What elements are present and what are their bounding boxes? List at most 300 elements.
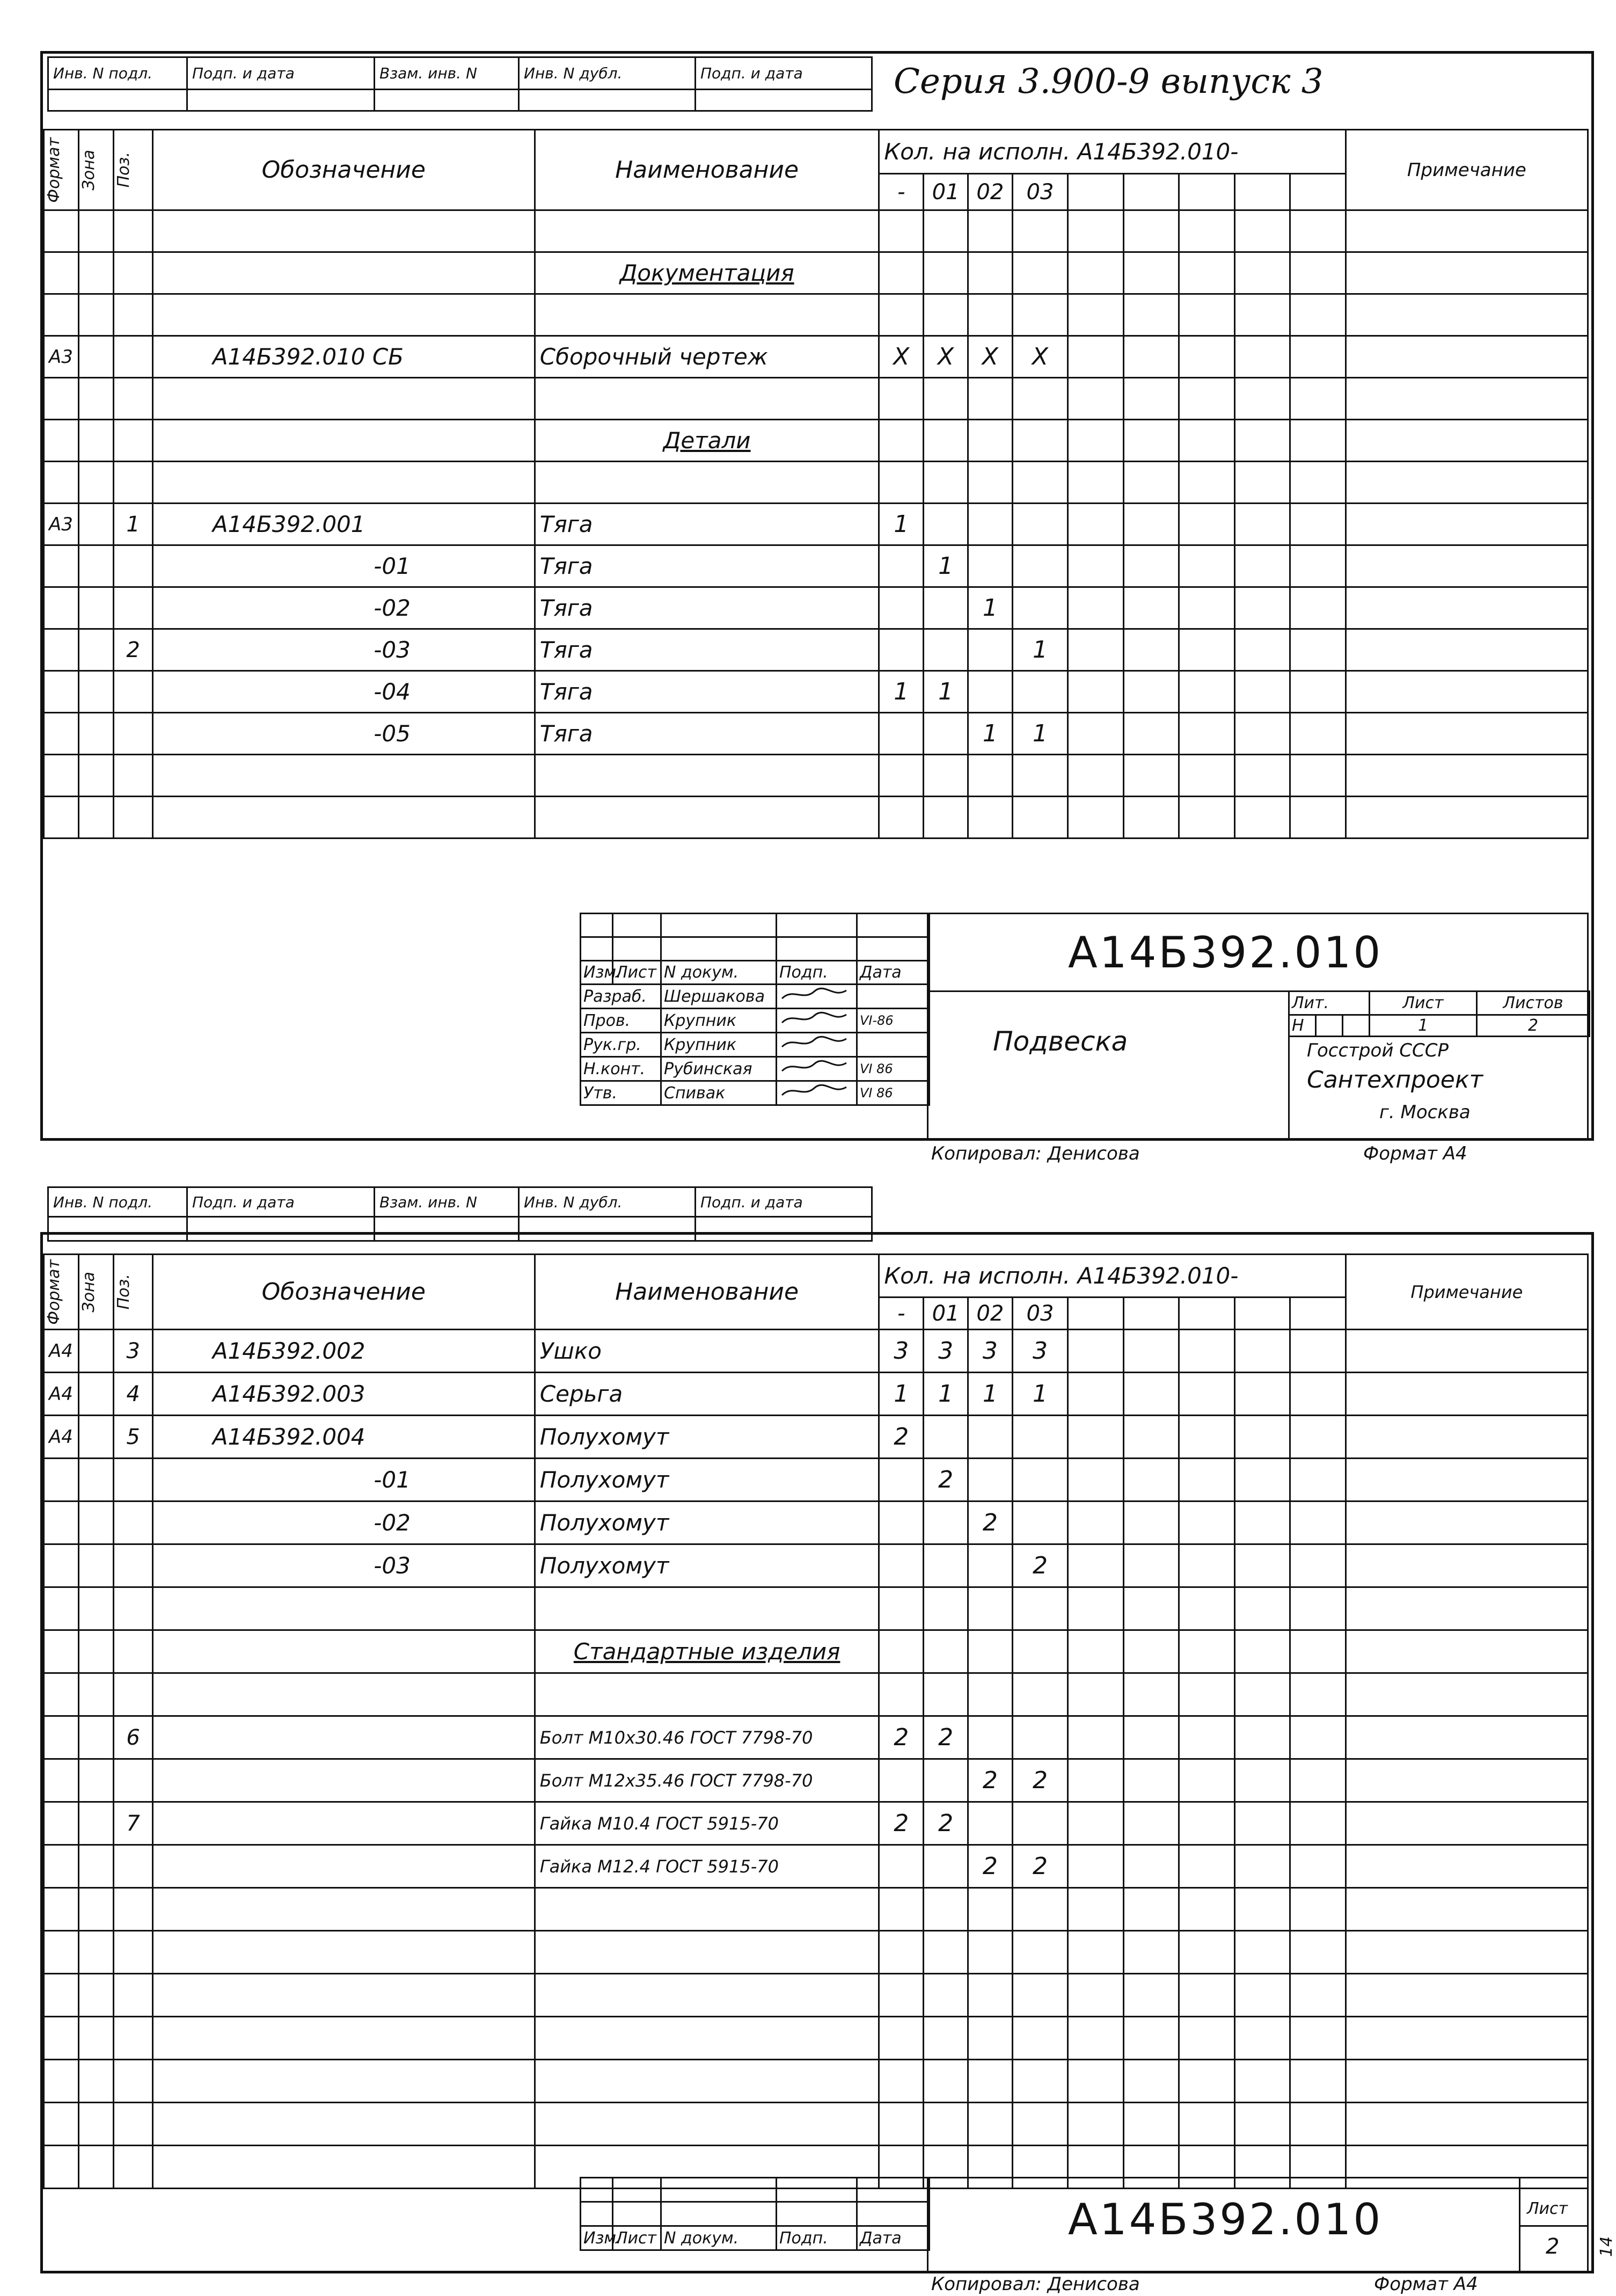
table-row — [44, 1759, 1588, 1802]
table-row — [44, 755, 1588, 797]
cell-name — [535, 1673, 879, 1716]
cell-empty — [1290, 1587, 1346, 1630]
cell-empty — [1123, 2103, 1179, 2146]
cell-qty — [924, 1544, 968, 1587]
signature-row — [581, 985, 930, 1009]
cell-position — [114, 1544, 152, 1587]
cell-zone — [79, 1416, 114, 1459]
cell-empty — [1068, 1373, 1123, 1416]
cell-empty — [1234, 462, 1290, 504]
cell-empty — [1290, 1845, 1346, 1888]
stamp-hdr: Лист — [613, 961, 661, 985]
cell-empty — [1290, 2060, 1346, 2103]
cell-note — [1346, 713, 1588, 755]
cell-empty — [1234, 2103, 1290, 2146]
table-row — [44, 2017, 1588, 2060]
cell-designation — [152, 210, 535, 252]
cell-format — [44, 1544, 79, 1587]
cell-empty — [1123, 1416, 1179, 1459]
cell-format — [44, 587, 79, 629]
cell-empty — [1179, 1630, 1234, 1673]
cell-format — [44, 671, 79, 713]
cell-qty — [968, 252, 1012, 294]
cell-name: Детали — [535, 420, 879, 462]
table-row — [44, 1630, 1588, 1673]
cell-zone — [79, 755, 114, 797]
cell-qty: 3 — [879, 1330, 924, 1373]
cell-empty — [1068, 1587, 1123, 1630]
cell-qty — [924, 420, 968, 462]
cell-name — [535, 294, 879, 336]
cell-empty — [1123, 2017, 1179, 2060]
cell-qty — [924, 1673, 968, 1716]
drawing-title: Подвеска — [993, 1026, 1128, 1057]
cell-zone — [79, 797, 114, 839]
cell-zone — [79, 629, 114, 671]
archive-header — [47, 56, 873, 112]
cell-qty: 1 — [968, 1373, 1012, 1416]
cell-name — [535, 2103, 879, 2146]
cell-qty — [879, 1888, 924, 1931]
cell-empty — [1068, 1416, 1123, 1459]
cell-name — [535, 2060, 879, 2103]
col-designation-header: Обозначение — [152, 130, 535, 210]
cell-format — [44, 1587, 79, 1630]
cell-qty — [1012, 1673, 1067, 1716]
copied-by-2: Копировал: Денисова — [931, 2273, 1140, 2295]
cell-empty — [1234, 294, 1290, 336]
cell-empty — [1123, 294, 1179, 336]
cell-designation: А14Б392.010 СБ — [152, 336, 535, 378]
org-line-2: Сантехпроект — [1307, 1066, 1483, 1094]
cell-name — [535, 462, 879, 504]
cell-empty — [1123, 1759, 1179, 1802]
sheet-value-2: 2 — [1546, 2234, 1560, 2259]
cell-empty — [1234, 1931, 1290, 1974]
cell-note — [1346, 1587, 1588, 1630]
cell-designation: -02 — [152, 1501, 535, 1544]
cell-empty — [1234, 1759, 1290, 1802]
cell-empty — [1123, 336, 1179, 378]
table-row — [44, 294, 1588, 336]
cell-designation — [152, 1716, 535, 1759]
cell-qty — [879, 252, 924, 294]
signer-name: Крупник — [661, 1033, 777, 1057]
cell-note — [1346, 504, 1588, 545]
cell-qty — [924, 2103, 968, 2146]
cell-name: Полухомут — [535, 1544, 879, 1587]
cell-empty — [1290, 1802, 1346, 1845]
cell-qty — [968, 1587, 1012, 1630]
sign-date: VI 86 — [857, 1081, 930, 1105]
col-qty-header: Кол. на исполн. А14Б392.010- — [879, 1255, 1346, 1298]
cell-position — [114, 336, 152, 378]
cell-qty — [879, 462, 924, 504]
table-row — [44, 252, 1588, 294]
cell-qty — [879, 378, 924, 420]
cell-name: Полухомут — [535, 1459, 879, 1501]
cell-qty — [968, 1416, 1012, 1459]
cell-qty — [1012, 420, 1067, 462]
cell-empty — [1123, 1501, 1179, 1544]
cell-empty — [1179, 1587, 1234, 1630]
cell-empty — [1068, 1673, 1123, 1716]
cell-empty — [1234, 671, 1290, 713]
archive-cell: Инв. N дубл. — [519, 57, 696, 90]
cell-qty: X — [968, 336, 1012, 378]
col-pos-header: Поз. — [114, 1255, 152, 1330]
table-row — [44, 1931, 1588, 1974]
cell-empty — [1234, 420, 1290, 462]
cell-qty: 1 — [968, 713, 1012, 755]
cell-empty — [1290, 797, 1346, 839]
cell-qty — [968, 797, 1012, 839]
cell-empty — [1234, 1501, 1290, 1544]
cell-qty: 1 — [924, 671, 968, 713]
cell-empty — [1234, 210, 1290, 252]
cell-qty — [1012, 378, 1067, 420]
cell-format: А3 — [44, 504, 79, 545]
cell-format — [44, 210, 79, 252]
cell-position — [114, 671, 152, 713]
cell-designation — [152, 2146, 535, 2189]
cell-empty — [1123, 1587, 1179, 1630]
archive-cell: Инв. N подл. — [48, 57, 187, 90]
cell-format — [44, 1931, 79, 1974]
cell-empty — [1068, 1759, 1123, 1802]
cell-format — [44, 1673, 79, 1716]
stamp-hdr: N докум. — [661, 2226, 777, 2250]
cell-name: Тяга — [535, 629, 879, 671]
cell-qty: 3 — [968, 1330, 1012, 1373]
cell-designation — [152, 252, 535, 294]
drawing-code-2: А14Б392.010 — [1068, 2195, 1383, 2244]
cell-note — [1346, 1416, 1588, 1459]
cell-note — [1346, 1459, 1588, 1501]
cell-zone — [79, 1459, 114, 1501]
cell-designation — [152, 797, 535, 839]
cell-empty — [1290, 1888, 1346, 1931]
signature — [777, 1057, 857, 1081]
cell-designation — [152, 1845, 535, 1888]
cell-qty: 2 — [879, 1416, 924, 1459]
cell-qty — [924, 294, 968, 336]
cell-empty — [1290, 378, 1346, 420]
cell-empty — [1123, 545, 1179, 587]
cell-empty — [1290, 671, 1346, 713]
cell-empty — [1068, 210, 1123, 252]
cell-empty — [1290, 336, 1346, 378]
cell-empty — [1068, 1630, 1123, 1673]
cell-qty — [924, 587, 968, 629]
cell-empty — [1234, 1587, 1290, 1630]
format-label-2: Формат А4 — [1374, 2273, 1478, 2295]
cell-empty — [1290, 420, 1346, 462]
cell-empty — [1068, 1845, 1123, 1888]
cell-qty — [1012, 1974, 1067, 2017]
cell-designation — [152, 2103, 535, 2146]
cell-empty — [1179, 210, 1234, 252]
cell-empty — [1234, 545, 1290, 587]
cell-qty — [968, 462, 1012, 504]
cell-zone — [79, 1716, 114, 1759]
cell-position — [114, 713, 152, 755]
sign-date — [857, 985, 930, 1009]
cell-note — [1346, 1544, 1588, 1587]
cell-empty — [1068, 1716, 1123, 1759]
cell-note — [1346, 629, 1588, 671]
cell-empty — [1290, 1716, 1346, 1759]
cell-empty — [1179, 2060, 1234, 2103]
stamp-hdr: Лист — [613, 2226, 661, 2250]
cell-empty — [1234, 1544, 1290, 1587]
cell-qty — [924, 629, 968, 671]
cell-name — [535, 755, 879, 797]
table-row — [44, 713, 1588, 755]
variant-header: 03 — [1012, 1298, 1067, 1330]
cell-empty — [1123, 1330, 1179, 1373]
cell-empty — [1068, 1802, 1123, 1845]
cell-position: 2 — [114, 629, 152, 671]
cell-format — [44, 1630, 79, 1673]
cell-zone — [79, 378, 114, 420]
cell-empty — [1123, 1974, 1179, 2017]
cell-zone — [79, 2060, 114, 2103]
table-row — [44, 210, 1588, 252]
table-row — [44, 504, 1588, 545]
table-row — [44, 587, 1588, 629]
archive-cell: Взам. инв. N — [375, 1187, 519, 1217]
cell-qty — [879, 587, 924, 629]
cell-empty — [1179, 755, 1234, 797]
cell-empty — [1234, 252, 1290, 294]
format-label: Формат А4 — [1363, 1143, 1467, 1164]
cell-qty — [1012, 1802, 1067, 1845]
col-qty-header: Кол. на исполн. А14Б392.010- — [879, 130, 1346, 174]
cell-note — [1346, 797, 1588, 839]
cell-qty — [1012, 252, 1067, 294]
sheet-label: Лист — [1370, 992, 1477, 1015]
cell-zone — [79, 1673, 114, 1716]
cell-empty — [1179, 252, 1234, 294]
cell-empty — [1179, 1459, 1234, 1501]
cell-qty — [1012, 294, 1067, 336]
cell-position — [114, 1673, 152, 1716]
cell-empty — [1179, 797, 1234, 839]
signature — [777, 1033, 857, 1057]
cell-qty — [968, 504, 1012, 545]
cell-qty — [1012, 797, 1067, 839]
title-block-signatures-2 — [580, 2177, 930, 2251]
cell-qty — [1012, 1587, 1067, 1630]
cell-format — [44, 629, 79, 671]
sheet-label-2: Лист — [1527, 2199, 1568, 2218]
spec-table-1 — [43, 129, 1589, 839]
cell-qty: 2 — [968, 1759, 1012, 1802]
col-note-header: Примечание — [1346, 1255, 1588, 1330]
cell-empty — [1290, 1373, 1346, 1416]
variant-header: - — [879, 174, 924, 210]
cell-note — [1346, 1888, 1588, 1931]
cell-empty — [1179, 1673, 1234, 1716]
cell-zone — [79, 1630, 114, 1673]
cell-empty — [1123, 587, 1179, 629]
cell-zone — [79, 1373, 114, 1416]
cell-zone — [79, 545, 114, 587]
cell-position — [114, 1587, 152, 1630]
cell-qty — [924, 755, 968, 797]
cell-empty — [1068, 462, 1123, 504]
cell-empty — [1068, 2017, 1123, 2060]
cell-format — [44, 797, 79, 839]
signature-row — [581, 1081, 930, 1105]
cell-designation — [152, 1974, 535, 2017]
cell-note — [1346, 1931, 1588, 1974]
cell-qty — [924, 2060, 968, 2103]
col-zone-header: Зона — [79, 1255, 114, 1330]
cell-qty: 2 — [1012, 1544, 1067, 1587]
cell-format — [44, 2103, 79, 2146]
cell-name — [535, 2017, 879, 2060]
cell-empty — [1068, 1459, 1123, 1501]
cell-qty — [1012, 1888, 1067, 1931]
cell-empty — [1123, 1716, 1179, 1759]
cell-qty: 1 — [1012, 1373, 1067, 1416]
table-row — [44, 545, 1588, 587]
cell-name — [535, 210, 879, 252]
cell-empty — [1179, 545, 1234, 587]
cell-qty — [924, 1759, 968, 1802]
stamp-line — [1519, 2225, 1589, 2227]
archive-cell: Подп. и дата — [696, 57, 872, 90]
cell-empty — [1068, 671, 1123, 713]
cell-name: Полухомут — [535, 1501, 879, 1544]
cell-designation — [152, 1802, 535, 1845]
cell-empty — [1068, 294, 1123, 336]
cell-name: Гайка М12.4 ГОСТ 5915-70 — [535, 1845, 879, 1888]
cell-qty — [924, 1587, 968, 1630]
cell-format — [44, 1459, 79, 1501]
cell-format: А3 — [44, 336, 79, 378]
cell-note — [1346, 1716, 1588, 1759]
cell-position — [114, 587, 152, 629]
cell-qty: 2 — [924, 1802, 968, 1845]
cell-empty — [1179, 462, 1234, 504]
cell-empty — [1068, 252, 1123, 294]
stamp-hdr: Дата — [857, 961, 930, 985]
archive-header — [47, 1186, 873, 1242]
cell-position — [114, 755, 152, 797]
cell-qty — [968, 755, 1012, 797]
cell-format — [44, 378, 79, 420]
cell-qty — [879, 545, 924, 587]
cell-qty — [879, 1673, 924, 1716]
cell-qty: 2 — [968, 1845, 1012, 1888]
cell-empty — [1123, 1673, 1179, 1716]
cell-format — [44, 1501, 79, 1544]
cell-empty — [1123, 252, 1179, 294]
cell-designation — [152, 1630, 535, 1673]
cell-designation — [152, 462, 535, 504]
cell-position: 6 — [114, 1716, 152, 1759]
signature-row — [581, 1033, 930, 1057]
cell-empty — [1290, 755, 1346, 797]
cell-empty — [1234, 1716, 1290, 1759]
cell-designation: А14Б392.003 — [152, 1373, 535, 1416]
sheets-label: Листов — [1477, 992, 1590, 1015]
cell-empty — [1290, 252, 1346, 294]
cell-empty — [1179, 1759, 1234, 1802]
cell-empty — [1290, 210, 1346, 252]
cell-empty — [1123, 378, 1179, 420]
cell-qty — [879, 2017, 924, 2060]
cell-position: 1 — [114, 504, 152, 545]
cell-designation — [152, 294, 535, 336]
cell-qty — [968, 1888, 1012, 1931]
cell-qty — [1012, 1630, 1067, 1673]
cell-empty — [1123, 671, 1179, 713]
variant-header: 01 — [924, 1298, 968, 1330]
cell-qty — [879, 1759, 924, 1802]
sign-date: VI-86 — [857, 1009, 930, 1033]
stamp-hdr: Изм. — [581, 2226, 613, 2250]
cell-note — [1346, 294, 1588, 336]
archive-cell: Инв. N дубл. — [519, 1187, 696, 1217]
cell-empty — [1068, 1330, 1123, 1373]
cell-qty — [879, 1931, 924, 1974]
cell-qty: 3 — [1012, 1330, 1067, 1373]
col-format-header: Формат — [44, 130, 79, 210]
cell-qty — [1012, 2060, 1067, 2103]
cell-empty — [1179, 420, 1234, 462]
cell-designation: А14Б392.004 — [152, 1416, 535, 1459]
cell-note — [1346, 378, 1588, 420]
cell-empty — [1290, 504, 1346, 545]
cell-qty — [924, 2017, 968, 2060]
cell-position: 5 — [114, 1416, 152, 1459]
variant-header: - — [879, 1298, 924, 1330]
stamp-hdr: Подп. — [777, 961, 857, 985]
cell-empty — [1179, 378, 1234, 420]
sign-date: VI 86 — [857, 1057, 930, 1081]
table-row — [44, 1888, 1588, 1931]
cell-position — [114, 2146, 152, 2189]
cell-qty: 1 — [879, 1373, 924, 1416]
table-row — [44, 1974, 1588, 2017]
cell-designation — [152, 2060, 535, 2103]
cell-zone — [79, 1845, 114, 1888]
cell-designation: -03 — [152, 1544, 535, 1587]
cell-name: Болт М10х30.46 ГОСТ 7798-70 — [535, 1716, 879, 1759]
role-label: Разраб. — [581, 985, 661, 1009]
cell-qty — [924, 504, 968, 545]
cell-empty — [1068, 2060, 1123, 2103]
cell-zone — [79, 1931, 114, 1974]
cell-empty — [1290, 1974, 1346, 2017]
table-row — [44, 797, 1588, 839]
cell-qty — [1012, 1931, 1067, 1974]
cell-qty — [879, 420, 924, 462]
cell-empty — [1234, 629, 1290, 671]
cell-empty — [1068, 1974, 1123, 2017]
cell-zone — [79, 671, 114, 713]
cell-empty — [1179, 294, 1234, 336]
cell-position — [114, 2103, 152, 2146]
cell-qty — [879, 1544, 924, 1587]
cell-designation — [152, 1931, 535, 1974]
cell-position — [114, 420, 152, 462]
cell-qty — [968, 420, 1012, 462]
